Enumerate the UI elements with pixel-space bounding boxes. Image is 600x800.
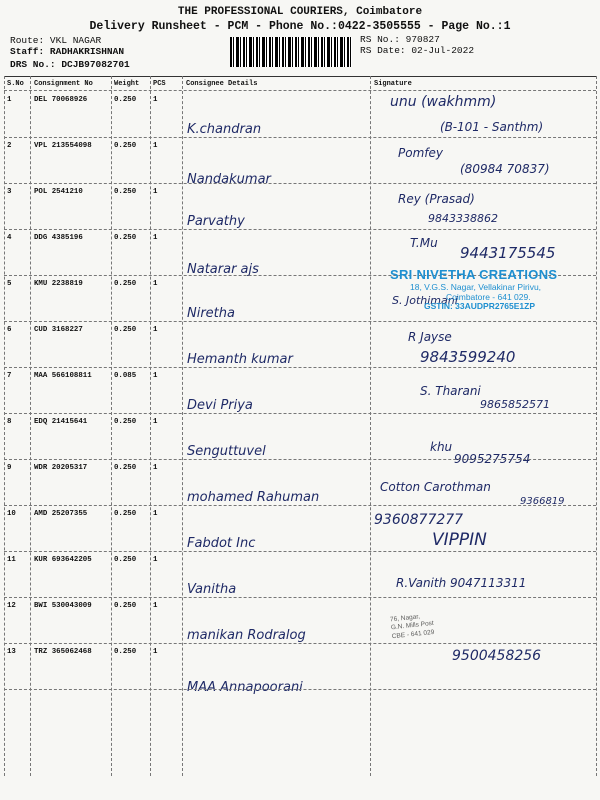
staff-line: [10, 46, 124, 57]
row-sno: 4: [7, 234, 12, 242]
signature-note: 9095275754: [454, 452, 531, 466]
row-pcs: 1: [153, 280, 158, 288]
row-sno: 3: [7, 188, 12, 196]
row-pcs: 1: [153, 602, 158, 610]
route-label: Route:: [10, 35, 45, 46]
row-consignment-no: BWI 530043009: [34, 602, 92, 610]
row-sno: 9: [7, 464, 12, 472]
col-header-weight: Weight: [114, 80, 140, 88]
signature: Pomfey: [398, 146, 443, 160]
runsheet-title: Delivery Runsheet - PCM - Phone No.:0422-3505555 - Page No.:1: [89, 20, 511, 33]
row-consignment-no: DEL 70068926: [34, 96, 88, 104]
row-consignment-no: TRZ 365062468: [34, 648, 92, 656]
row-pcs: 1: [153, 142, 158, 150]
staff-label: Staff:: [10, 46, 45, 57]
row-weight: 0.250: [114, 556, 137, 564]
signature-note: 9865852571: [480, 398, 550, 411]
table-row: [0, 414, 600, 466]
drs-value: DCJB97082701: [61, 59, 130, 70]
row-consignment-no: VPL 213554098: [34, 142, 92, 150]
barcode: [230, 37, 352, 67]
signature-note: VIPPIN: [432, 530, 487, 550]
row-pcs: 1: [153, 464, 158, 472]
rs-date-line: [360, 45, 474, 56]
signature: Cotton Carothman: [380, 480, 491, 494]
stamp2-line: CBE - 641 029: [391, 628, 435, 641]
col-header-sno: S.No: [7, 80, 24, 88]
row-sno: 12: [7, 602, 16, 610]
signature: unu (wakhmm): [390, 94, 497, 110]
row-consignment-no: KMU 2238819: [34, 280, 83, 288]
staff-value: RADHAKRISHNAN: [49, 46, 125, 57]
row-sno: 10: [7, 510, 16, 518]
col-header-consignment: Consignment No: [34, 80, 93, 88]
row-consignment-no: KUR 693642205: [34, 556, 92, 564]
consignee-name: Parvathy: [187, 214, 245, 229]
signature-note: 9843599240: [420, 348, 516, 366]
row-weight: 0.250: [114, 464, 137, 472]
company-stamp: [390, 268, 590, 330]
row-weight: 0.250: [114, 602, 137, 610]
signature-note: (B-101 - Santhm): [440, 120, 544, 134]
signature-note: (80984 70837): [460, 162, 550, 176]
row-weight: 0.250: [114, 648, 137, 656]
consignee-name: K.chandran: [187, 122, 262, 137]
rs-date-value: 02-Jul-2022: [411, 45, 475, 56]
row-sno: 13: [7, 648, 16, 656]
table-row: [0, 368, 600, 414]
stamp-gstin: GSTIN: 33AUDPR2765E1ZP: [424, 301, 536, 312]
company-title: THE PROFESSIONAL COURIERS, Coimbatore: [177, 6, 423, 18]
row-weight: 0.250: [114, 326, 137, 334]
consignee-name: Nandakumar: [187, 172, 271, 187]
row-pcs: 1: [153, 372, 158, 380]
row-sno: 6: [7, 326, 12, 334]
consignee-name: Vanitha: [187, 582, 237, 597]
row-sno: 11: [7, 556, 16, 564]
signature: S. Jothimani: [392, 294, 458, 307]
row-consignment-no: CUD 3168227: [34, 326, 83, 334]
row-weight: 0.250: [114, 142, 137, 150]
row-pcs: 1: [153, 96, 158, 104]
row-consignment-no: DDG 4385196: [34, 234, 83, 242]
row-pcs: 1: [153, 556, 158, 564]
row-consignment-no: POL 2541210: [34, 188, 83, 196]
consignee-name: Natarar ajs: [187, 262, 259, 277]
row-sno: 8: [7, 418, 12, 426]
row-weight: 0.250: [114, 280, 137, 288]
signature: T.Mu: [410, 236, 438, 250]
consignee-name: Niretha: [187, 306, 235, 321]
consignee-name: Hemanth kumar: [187, 352, 293, 367]
col-header-signature: Signature: [374, 80, 412, 88]
signature: S. Tharani: [420, 384, 481, 398]
drs-label: DRS No.:: [10, 59, 56, 70]
row-consignment-no: AMD 25207355: [34, 510, 88, 518]
row-rule: [4, 689, 596, 690]
col-header-consignee: Consignee Details: [186, 80, 258, 88]
signature: 9360877277: [374, 512, 464, 528]
col-header-pcs: PCS: [153, 80, 166, 88]
table-row: [0, 460, 600, 506]
table-row: [0, 184, 600, 230]
signature: Rey (Prasad): [398, 192, 475, 206]
consignee-name: Fabdot Inc: [187, 536, 256, 551]
rs-no-label: RS No.:: [360, 34, 400, 45]
row-weight: 0.250: [114, 96, 137, 104]
stamp2-line: G.N. Mills Post: [390, 620, 435, 632]
table-row: [0, 138, 600, 187]
row-weight: 0.250: [114, 418, 137, 426]
rs-no-value: 970827: [405, 34, 440, 45]
signature-note: 9843338862: [428, 212, 498, 225]
row-weight: 0.085: [114, 372, 137, 380]
row-consignment-no: EDQ 21415641: [34, 418, 88, 426]
route-line: [10, 35, 101, 46]
row-pcs: 1: [153, 188, 158, 196]
row-sno: 5: [7, 280, 12, 288]
consignee-name: Senguttuvel: [187, 444, 266, 459]
row-pcs: 1: [153, 648, 158, 656]
row-consignment-no: WDR 20205317: [34, 464, 88, 472]
stamp-city: Coimbatore - 641 029.: [446, 291, 531, 302]
table-row: [0, 552, 600, 598]
stamp-address: 18, V.G.S. Nagar, Vellakinar Pirivu,: [410, 281, 542, 292]
signature-note: 9366819: [520, 496, 565, 507]
table-header-rule: [4, 90, 596, 91]
route-value: VKL NAGAR: [49, 35, 102, 46]
stamp2-line: 76, Nagar,: [389, 613, 421, 624]
row-pcs: 1: [153, 326, 158, 334]
table-row: [0, 506, 600, 552]
table-row: [0, 92, 600, 138]
row-sno: 2: [7, 142, 12, 150]
row-consignment-no: MAA 566108811: [34, 372, 92, 380]
consignee-name: mohamed Rahuman: [187, 490, 320, 505]
drs-line: [10, 59, 130, 70]
rs-no-line: [360, 34, 440, 45]
rs-date-label: RS Date:: [360, 45, 406, 56]
signature: R.Vanith 9047113311: [396, 576, 527, 590]
consignee-name: Devi Priya: [187, 398, 253, 413]
row-pcs: 1: [153, 418, 158, 426]
signature-note: 9443175545: [460, 244, 556, 262]
table-top-rule: [4, 76, 596, 77]
row-sno: 1: [7, 96, 12, 104]
signature: R Jayse: [408, 330, 452, 344]
row-pcs: 1: [153, 234, 158, 242]
consignee-name: MAA Annapoorani: [187, 680, 303, 695]
signature: khu: [430, 440, 453, 454]
consignee-name: manikan Rodralog: [187, 628, 306, 643]
row-weight: 0.250: [114, 188, 137, 196]
row-pcs: 1: [153, 510, 158, 518]
stamp-name: SRI NIVETHA CREATIONS: [390, 267, 558, 282]
row-weight: 0.250: [114, 234, 137, 242]
signature: 9500458256: [452, 648, 542, 664]
row-weight: 0.250: [114, 510, 137, 518]
row-sno: 7: [7, 372, 12, 380]
